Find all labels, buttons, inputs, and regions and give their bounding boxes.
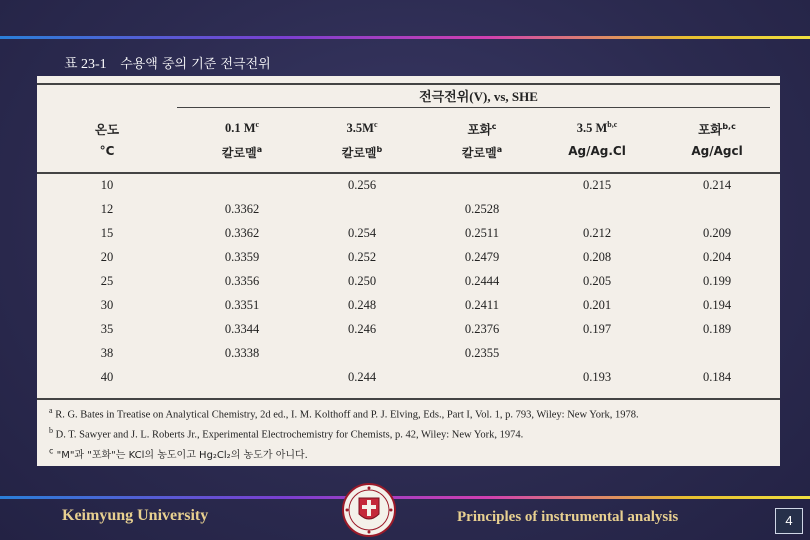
potential-cell: 0.184 [702,370,732,384]
temperature-cell: 38 [100,346,114,360]
potential-cell: 0.3359 [224,250,260,264]
potential-cell: 0.201 [582,298,612,312]
slide-title [64,53,271,73]
column-subheader-2: 칼로멜$^b$ [341,145,383,160]
table-title: 수용액 중의 기준 전극전위 [120,57,271,72]
bottom-divider [0,496,810,499]
header-rule [37,172,780,174]
column-header-2: $3.5M^c$ [346,120,378,136]
footnote-c-text: "M"과 "포화"는 KCl의 농도이고 Hg₂Cl₂의 농도가 아니다. [56,450,308,461]
column-subheader-3: 칼로멜$^a$ [461,145,503,160]
potential-cell: 0.246 [347,322,377,336]
column-subheader-5: Ag/Agcl [691,144,743,158]
potential-cell: 0.248 [347,298,377,312]
table-top-rule [37,83,780,85]
temperature-cell: 10 [100,178,114,192]
column-header-5: 포화$^{b,c}$ [698,121,736,137]
potential-cell: 0.2355 [464,346,500,360]
table-image [37,76,780,466]
group-header-rule [177,107,770,108]
potential-cell: 0.2528 [464,202,500,216]
footer-course: Principles of instrumental analysis [457,509,679,525]
potential-cell: 0.212 [582,226,612,240]
potential-cell: 0.3362 [224,226,260,240]
column-header-3: 포화$^c$ [467,121,497,137]
temperature-cell: 12 [100,202,114,216]
table-bottom-rule [37,398,780,400]
page-number: 4 [775,508,803,534]
potential-cell: 0.3344 [224,322,260,336]
potential-cell: 0.199 [702,274,732,288]
temperature-cell: 40 [100,370,114,384]
potential-cell: 0.189 [702,322,732,336]
potential-cell: 0.2376 [464,322,500,336]
footnote-a: $^a$ R. G. Bates in Treatise on Analytical Chemistry, 2d ed., I. M. Kolthoff and P. J. Elving, Eds., Part I, Vol. 1, p. 793, Wiley: New York, 1978. [49,406,639,421]
potential-cell: 0.215 [582,178,612,192]
potential-cell: 0.3362 [224,202,260,216]
potential-cell: 0.2444 [464,274,500,288]
column-header-4: 3.5 M$^{b,c}$ [576,120,618,136]
table-number: 표 23-1 [64,57,107,72]
temperature-cell: 15 [100,226,114,240]
temperature-cell: 20 [100,250,114,264]
footer-university: Keimyung University [62,507,209,524]
potential-cell: 0.209 [702,226,732,240]
potential-cell: 0.205 [582,274,612,288]
potential-cell: 0.193 [582,370,612,384]
potential-cell: 0.244 [347,370,377,384]
footnote-b-text: D. T. Sawyer and J. L. Roberts Jr., Experimental Electrochemistry for Chemists, p. 42, Wiley: New York, 1974. [55,429,524,441]
column-subheader-1: 칼로멜$^a$ [221,145,263,160]
group-header: 전극전위(V), vs, SHE [419,89,538,104]
temperature-cell: 25 [100,274,114,288]
potential-cell: 0.204 [702,250,732,264]
potential-cell: 0.254 [347,226,377,240]
potential-cell: 0.252 [347,250,377,264]
potential-cell: 0.214 [702,178,732,192]
university-seal-icon [341,482,397,538]
footnote-c: $^c$ "M"과 "포화"는 KCl의 농도이고 Hg₂Cl₂의 농도가 아니다. [49,446,308,461]
potential-cell: 0.256 [347,178,377,192]
potential-cell: 0.197 [582,322,612,336]
potential-cell: 0.3338 [224,346,260,360]
column-subheader-0: °C [99,144,115,158]
column-header-1: 0.1 $M^c$ [224,120,260,136]
potential-cell: 0.2511 [465,226,499,240]
potential-cell: 0.2479 [464,250,500,264]
potential-cell: 0.194 [702,298,732,312]
footnote-b: $^b$ D. T. Sawyer and J. L. Roberts Jr., Experimental Electrochemistry for Chemists, p. 42, Wiley: New York, 1974. [49,426,524,441]
potential-cell: 0.3351 [224,298,260,312]
potential-cell: 0.250 [347,274,377,288]
potential-cell: 0.3356 [224,274,260,288]
top-divider [0,36,810,39]
footnote-a-text: R. G. Bates in Treatise on Analytical Chemistry, 2d ed., I. M. Kolthoff and P. J. Elving, Eds., Part I, Vol. 1, p. 793, Wiley: New York, 1978. [55,409,639,421]
temperature-cell: 35 [100,322,114,336]
column-header-0: 온도 [94,122,120,137]
temperature-cell: 30 [100,298,114,312]
column-subheader-4: Ag/Ag.Cl [568,144,626,158]
potential-cell: 0.208 [582,250,612,264]
potential-cell: 0.2411 [465,298,499,312]
